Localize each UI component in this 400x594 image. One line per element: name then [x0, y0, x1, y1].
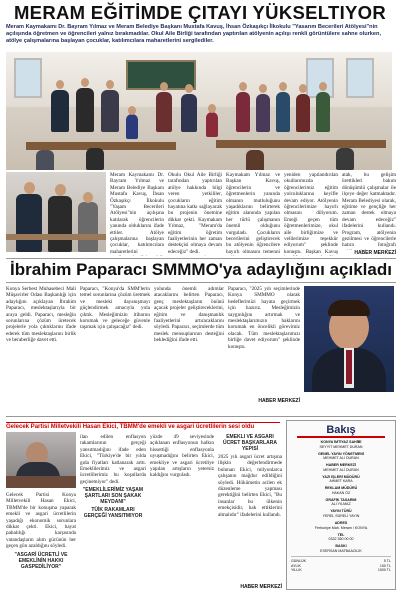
officials-photo: [6, 172, 106, 252]
masthead-value: HAKAN ÖZ: [331, 490, 351, 495]
headline-paparaci: İbrahim Paparacı SMMMO'ya adaylığını açıkladı: [10, 260, 392, 279]
masthead-title: Bakış: [297, 424, 385, 438]
meram-col3: Kaymakam Yılmaz ve Başkan Kavuş, öğrencilerin ve öğretmenlerin yanında olmanın mutluluğunu yaşadıklarını belirterek eğitim alanında yapılan her türlü çalışmanın önemli olduğunu vurguladı. Çocukların becerilerini geliştirecek bu atölyenin öğrencilere hayırlı olmasını temenni: [226, 172, 280, 255]
ekici-col3: yüzde 49 seviyesinde açıklanan enflasyonun halkın hissettiği enflasyonla uyuşmadığını belirten Ekici, emekliye ve asgari ücretliye yapılan artışların yetersiz kaldığını vurguladı.: [150, 434, 214, 479]
price-label: AYLIK: [291, 563, 301, 568]
masthead-label: GENEL YAYIN YÖNETMENİ: [318, 451, 364, 456]
ekici-col2: [80, 434, 146, 590]
meram-signature: HABER MERKEZİ: [354, 250, 396, 256]
masthead-value: AHMET KARA: [329, 479, 353, 484]
masthead-label: REKLAM MÜDÜRÜ: [324, 486, 358, 491]
masthead-label: KONYA İMTİYAZ SAHİBİ: [320, 440, 362, 444]
headline-meram: MERAM EĞİTİMDE ÇITAYI YÜKSELTIYOR: [13, 2, 387, 23]
masthead-value: MEHMET ALİ DURAN: [323, 456, 359, 461]
ekici-col1-text: Gelecek Partisi Konya Milletvekili Hasan Ekici, TBMM'de bir konuşma yaparak emekli ve asgari ücretlilerin yaşadığı ekonomik sorunlara dikkat çekti. Ekici, hayat pahalılığı karşısında vatandaşların alım gücünün her geçen gün azaldığını söyledi.: [6, 492, 76, 550]
paparaci-portrait: [304, 286, 394, 392]
price-value: 5 TL: [383, 559, 391, 564]
price-label: GÜNLÜK: [291, 559, 306, 564]
masthead-label: GRAFİK TASARIM: [325, 497, 357, 502]
ekici-col2-text: ilan edilen enflasyon rakamlarının gerçeği yansıtmadığını ifade eden Ekici, "Türkiye'de bir yılda gıda fiyatları katlanarak arttı. Emeklilerimiz ve asgari ücretlilerimiz bu koşullarda geçinemiyor" dedi.: [80, 434, 146, 485]
lead-meram: Meram Kaymakamı Dr. Bayram Yılmaz ve Meram Belediye Başkanı Mustafa Kavuş, İhsan Özkaşıkçı İlkokulu "Yasarım Becerileri Atölyesi"nin açılışında öğretmen ve öğrencileri yalnız bırakmadılar. Okul Aile Birliği tarafından yaptırılan atölyenin açılışı renkli görüntülere sahne olurken, atölye çalışmalarına başlayan çocuklar, katılımcılara maharetlerini sergilediler.: [6, 24, 381, 45]
ekici-signature: HABER MERKEZİ: [240, 584, 282, 590]
masthead-label: HABER MERKEZİ: [326, 463, 356, 468]
paparaci-col1: Konya Serbest Muhasebeci Mali Müşavirler Odası Başkanlığı için adaylığını açıklayan İbrahim Paparacı, meslektaşlarıyla bir araya geldi. Paparacı, mesleğin sorunlarına çözüm üretecek projelerle yola çıktıklarını ifade ederek tüm meslektaşlarını birlik ve beraberliğe davet etti.: [6, 286, 76, 344]
masthead-lines: [287, 440, 395, 553]
paparaci-col2: Paparacı, "Konya'da SMM'lerin temel sorunlarına çözüm üretmek ve mesleki dayanışmayı güçlendirmek amacıyla yola çıktık. Mesleğimizin itibarını korumak ve geleceğe güvenle taşımak için çalışacağız" dedi.: [80, 286, 150, 331]
meram-col2-text: Okulu Okul Aile Birliği tarafından yaptırılan atölye hakkında bilgi veren yetkililer, çocukların eğitim hayatına katkı sağlayacak bu projenin önemine dikkat çekti. Kaymakam Yılmaz, "Meram'da eğitim öğretim faaliyetlerinin her zaman destekçisi olmaya devam edeceğiz" dedi.: [168, 172, 222, 255]
masthead-value: ALİ YILMAZ: [331, 502, 351, 507]
classroom-photo: [6, 52, 392, 170]
masthead-label: YAYIN TÜRÜ: [330, 509, 352, 514]
price-value: 150 TL: [379, 563, 391, 568]
ekici-col4-text: 2025 yılı asgari ücret artışına ilişkin değerlendirmede bulunan Ekici, milyonlarca çalışanın mağdur edildiğini söyledi. Hükümetin acilen ek düzenleme yapması gerektiğini belirten Ekici, "Bu insanlar bu ülkenin emekçisidir, hak ettiklerini almalıdır" ifadelerini kullandı.: [218, 454, 282, 518]
headline-ekici: Gelecek Partisi Milletvekili Hasan Ekici, TBMM'de emekli ve asgari ücretlilerin sesi oldu: [6, 422, 280, 431]
ekici-col1: [6, 492, 76, 590]
ekici-photo: [6, 432, 76, 488]
masthead-value: SEYYİT MEHMET DURAN: [319, 444, 363, 449]
price-value: 1500 TL: [377, 567, 391, 572]
ekici-subhead-4: EMEKLİ VE ASGARİ ÜCRET BAŞKARLARA YEPISİ: [223, 434, 277, 452]
paparaci-col3: yolunda önemli adımlar atacaklarını belirten Paparacı, genç meslektaşların önünü açacak projeler geliştireceklerini, eğitim ve danışmanlık faaliyetlerini artıracaklarını söyledi. Paparacı, seçimlerde tüm meslek mensuplarının desteğini beklediğini ifade etti.: [154, 286, 224, 344]
meram-col2: [168, 172, 222, 256]
paparaci-signature: HABER MERKEZİ: [258, 398, 300, 404]
meram-col5: atak, bu gelişim ürettikleri bakım dönüşümlü çalışmalar ile ilçeye değer katmaktadır. Meram Belediyesi olarak, eğitime ve gençliğe her zaman destek olmaya devam edeceğiz" ifadelerini kullandı. Program, atölyenin gezilmesi ve öğrencilerle hatıra fotoğrafı: [342, 172, 396, 249]
masthead-label: ADRES: [334, 521, 348, 526]
ekici-subhead-1: "ASGARİ ÜCRETLİ VE EMEKLİNİN HAKKI GASPEDİLİYOR": [14, 551, 68, 570]
price-label: YILLIK: [291, 567, 302, 572]
meram-col4: yeniden yapılandırılan okullarımızda öğrencilerimiz eğitim yolculuklarına keyifle devam ediyor. Atölyenin öğrencilerimize hayırlı olmasını diliyorum. Emeği geçen tüm öğretmenlerimize, okul aile birliğimize ve velilerimize teşekkür ediyorum" şeklinde konuştu. Başkan Kavuş: [284, 172, 338, 255]
masthead-box: [286, 420, 396, 590]
paparaci-col4: Paparacı, "2025 yılı seçimlerinde Konya SMMMO olarak hedeflerimizi hayata geçirmek için hazırız. Mesleğimizin saygınlığını artırmak ve meslektaşlarımızın haklarını korumak en öncelikli görevimiz olacak. Tüm meslektaşlarımızı birliğe davet ediyorum" şeklinde konuştu.: [228, 286, 300, 350]
masthead-label: YAZI İŞLERİ MÜDÜRÜ: [322, 474, 360, 479]
masthead-value: MEHMET ALİ DURAN: [323, 467, 359, 472]
ekici-subhead-2: "EMEKLİLERİMİZ YAŞAM ŞARTLARI SON ŞAKAK MEYDANI": [82, 487, 144, 506]
masthead-value: YEREL SÜRELİ YAYIN: [322, 514, 360, 519]
meram-col1: Meram Kaymakamı Dr. Bayram Yılmaz ve Meram Belediye Başkanı Mustafa Kavuş, İhsan Özkaşıkçı İlkokulu "Yaşam Becerileri Atölyesi"nin açılışına katılarak öğrencilerin yanında olduklarını ifade ettiler. Atölye çalışmalarına başlayan çocuklar, katılımcılara maharetlerini: [110, 172, 164, 255]
masthead-label: TEL: [337, 532, 345, 537]
ekici-col4: [218, 434, 282, 582]
masthead-value: Ferhuniye Mah. Meram / KONYA: [314, 525, 368, 530]
ekici-subhead-3: TÜİK RAKAMLARI GERÇEĞİ YANSITMIYOR: [83, 507, 143, 520]
price-row: [287, 568, 395, 572]
masthead-value: 0332 350 00 00: [328, 537, 354, 542]
masthead-label: BASKI: [335, 544, 347, 549]
masthead-value: ESERSAN MATBAACILIK: [320, 548, 362, 553]
masthead-prices: [287, 559, 395, 572]
